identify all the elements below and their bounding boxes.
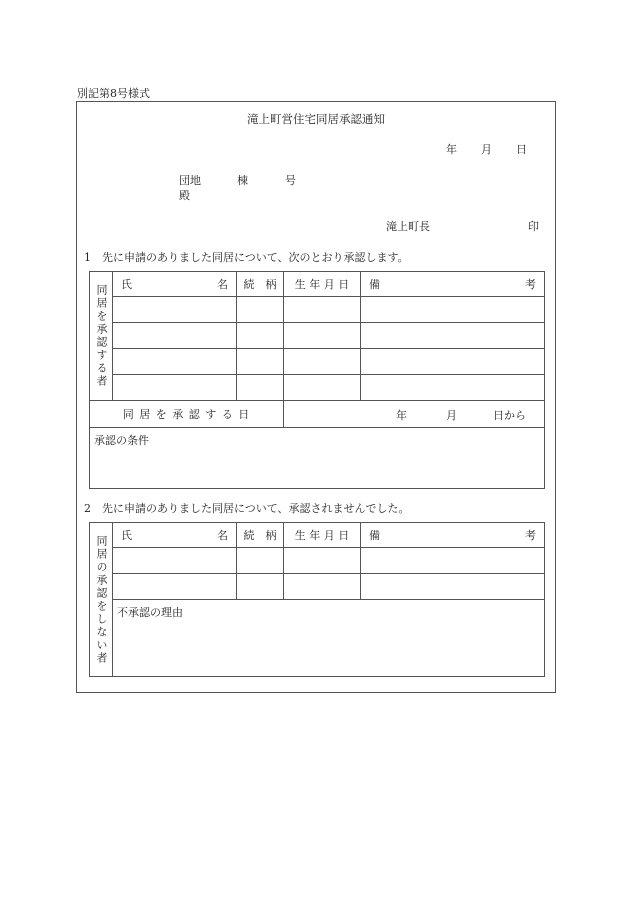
section1-heading: 1 先に申請のありました同居について、次のとおり承認します。 [84, 251, 409, 264]
recipient-mune: 棟 [237, 174, 248, 187]
approval-date-from: 日から [493, 409, 526, 422]
header2-remarks-a: 備 [369, 529, 380, 542]
rejection-reason-label: 不承認の理由 [117, 606, 183, 619]
rejection-reason[interactable] [113, 600, 545, 677]
approval-row [90, 297, 545, 323]
recipient-dono: 殿 [179, 189, 190, 202]
approval-date-label: 同 居 を 承 認 す る 日 [90, 401, 284, 428]
approval-date-value[interactable] [284, 401, 545, 428]
document-title: 滝上町営住宅同居承認通知 [247, 112, 385, 126]
recipient-danchi: 団地 [179, 174, 201, 187]
approval-date-month: 月 [446, 409, 457, 422]
form-number: 別記第8号様式 [77, 87, 150, 100]
approval-table [89, 271, 545, 489]
approval-side-label-cell [90, 272, 113, 401]
approval-side-label: 同居を承認する者 [95, 284, 108, 388]
rejection-side-label-cell [90, 523, 113, 677]
header-name-b: 名 [217, 278, 228, 291]
rejection-row [90, 548, 545, 574]
recipient-go: 号 [285, 174, 296, 187]
rejection-table [89, 522, 545, 677]
approval-row [90, 323, 545, 349]
approval-conditions[interactable] [90, 428, 545, 489]
header-name-a: 氏 [121, 278, 132, 291]
approval-row [90, 349, 545, 375]
header2-name-a: 氏 [121, 529, 132, 542]
section2-heading: 2 先に申請のありました同居について、承認されませんでした。 [84, 502, 410, 515]
header2-remarks-b: 考 [525, 529, 536, 542]
header-remarks-b: 考 [525, 278, 536, 291]
header2-birth: 生 年 月 日 [284, 523, 361, 548]
issuer-name: 滝上町長 [386, 220, 430, 233]
date-year: 年 [446, 143, 457, 156]
approval-row [90, 375, 545, 401]
date-day: 日 [516, 143, 527, 156]
issuer-seal: 印 [528, 220, 539, 233]
header-remarks-a: 備 [369, 278, 380, 291]
header2-relation: 続 柄 [237, 523, 284, 548]
rejection-side-label: 同居の承認をしない者 [95, 534, 108, 665]
header-relation: 続 柄 [237, 272, 284, 297]
header-birth: 生 年 月 日 [284, 272, 361, 297]
date-month: 月 [481, 143, 492, 156]
rejection-row [90, 574, 545, 600]
approval-conditions-label: 承認の条件 [94, 434, 149, 447]
header2-name-b: 名 [217, 529, 228, 542]
approval-date-year: 年 [396, 409, 407, 422]
